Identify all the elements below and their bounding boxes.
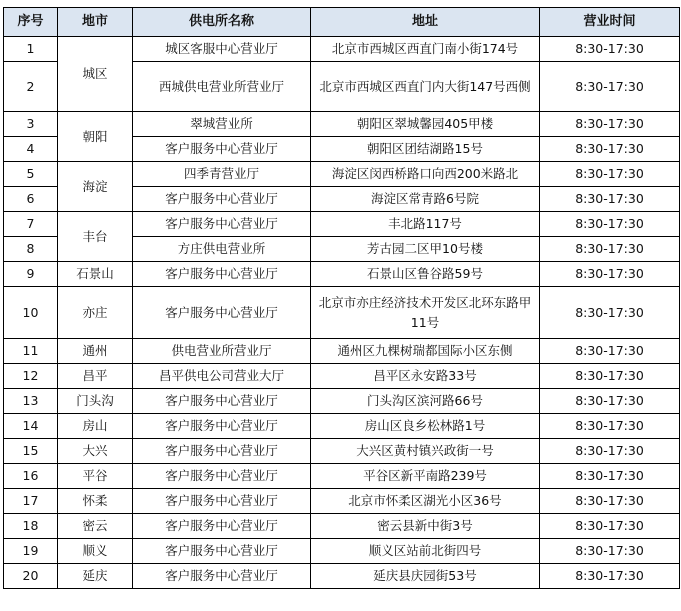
cell-hours: 8:30-17:30 <box>540 162 680 187</box>
table-row <box>4 464 680 489</box>
cell-office: 翠城营业所 <box>133 112 311 137</box>
table-row <box>4 489 680 514</box>
cell-city: 朝阳 <box>58 112 133 162</box>
cell-hours: 8:30-17:30 <box>540 62 680 112</box>
cell-hours: 8:30-17:30 <box>540 339 680 364</box>
cell-address: 顺义区站前北街四号 <box>311 539 540 564</box>
cell-office: 客户服务中心营业厅 <box>133 137 311 162</box>
table-row <box>4 262 680 287</box>
cell-city: 亦庄 <box>58 287 133 339</box>
cell-office: 客户服务中心营业厅 <box>133 439 311 464</box>
cell-address: 北京市怀柔区湖光小区36号 <box>311 489 540 514</box>
cell-office: 四季青营业厅 <box>133 162 311 187</box>
cell-hours: 8:30-17:30 <box>540 37 680 62</box>
cell-no: 5 <box>4 162 58 187</box>
table-row <box>4 539 680 564</box>
cell-address: 北京市西城区西直门南小街174号 <box>311 37 540 62</box>
cell-address: 大兴区黄村镇兴政街一号 <box>311 439 540 464</box>
cell-address: 朝阳区翠城馨园405甲楼 <box>311 112 540 137</box>
cell-city: 海淀 <box>58 162 133 212</box>
cell-address: 昌平区永安路33号 <box>311 364 540 389</box>
cell-office: 客户服务中心营业厅 <box>133 389 311 414</box>
cell-city: 通州 <box>58 339 133 364</box>
cell-hours: 8:30-17:30 <box>540 212 680 237</box>
cell-hours: 8:30-17:30 <box>540 564 680 589</box>
cell-office: 昌平供电公司营业大厅 <box>133 364 311 389</box>
cell-no: 17 <box>4 489 58 514</box>
cell-no: 9 <box>4 262 58 287</box>
cell-address: 平谷区新平南路239号 <box>311 464 540 489</box>
cell-address: 北京市亦庄经济技术开发区北环东路甲11号 <box>311 287 540 339</box>
cell-no: 6 <box>4 187 58 212</box>
cell-address: 延庆县庆园街53号 <box>311 564 540 589</box>
cell-no: 19 <box>4 539 58 564</box>
cell-hours: 8:30-17:30 <box>540 539 680 564</box>
cell-hours: 8:30-17:30 <box>540 137 680 162</box>
cell-office: 客户服务中心营业厅 <box>133 262 311 287</box>
cell-office: 客户服务中心营业厅 <box>133 414 311 439</box>
table-row <box>4 162 680 187</box>
table-row <box>4 287 680 339</box>
cell-address: 丰北路117号 <box>311 212 540 237</box>
cell-hours: 8:30-17:30 <box>540 187 680 212</box>
cell-office: 供电营业所营业厅 <box>133 339 311 364</box>
cell-hours: 8:30-17:30 <box>540 489 680 514</box>
cell-city: 延庆 <box>58 564 133 589</box>
table-row <box>4 339 680 364</box>
cell-hours: 8:30-17:30 <box>540 237 680 262</box>
cell-hours: 8:30-17:30 <box>540 514 680 539</box>
cell-no: 7 <box>4 212 58 237</box>
cell-address: 通州区九棵树瑞都国际小区东侧 <box>311 339 540 364</box>
cell-hours: 8:30-17:30 <box>540 112 680 137</box>
cell-city: 大兴 <box>58 439 133 464</box>
cell-city: 顺义 <box>58 539 133 564</box>
cell-address: 门头沟区滨河路66号 <box>311 389 540 414</box>
cell-no: 4 <box>4 137 58 162</box>
cell-no: 18 <box>4 514 58 539</box>
table-row <box>4 37 680 62</box>
table-row <box>4 514 680 539</box>
cell-hours: 8:30-17:30 <box>540 364 680 389</box>
cell-city: 平谷 <box>58 464 133 489</box>
header-city: 地市 <box>58 8 133 37</box>
cell-city: 丰台 <box>58 212 133 262</box>
cell-city: 昌平 <box>58 364 133 389</box>
cell-office: 客户服务中心营业厅 <box>133 539 311 564</box>
cell-no: 14 <box>4 414 58 439</box>
cell-address: 芳古园二区甲10号楼 <box>311 237 540 262</box>
header-hours: 营业时间 <box>540 8 680 37</box>
table-row <box>4 112 680 137</box>
cell-city: 房山 <box>58 414 133 439</box>
cell-address: 密云县新中街3号 <box>311 514 540 539</box>
header-address: 地址 <box>311 8 540 37</box>
cell-office: 方庄供电营业所 <box>133 237 311 262</box>
cell-office: 客户服务中心营业厅 <box>133 564 311 589</box>
table-row <box>4 364 680 389</box>
table-row <box>4 439 680 464</box>
cell-city: 石景山 <box>58 262 133 287</box>
cell-no: 15 <box>4 439 58 464</box>
cell-office: 客户服务中心营业厅 <box>133 514 311 539</box>
cell-city: 城区 <box>58 37 133 112</box>
cell-no: 2 <box>4 62 58 112</box>
cell-no: 16 <box>4 464 58 489</box>
header-office: 供电所名称 <box>133 8 311 37</box>
cell-office: 客户服务中心营业厅 <box>133 212 311 237</box>
cell-address: 朝阳区团结湖路15号 <box>311 137 540 162</box>
cell-hours: 8:30-17:30 <box>540 389 680 414</box>
cell-no: 10 <box>4 287 58 339</box>
cell-hours: 8:30-17:30 <box>540 262 680 287</box>
cell-hours: 8:30-17:30 <box>540 287 680 339</box>
cell-office: 客户服务中心营业厅 <box>133 287 311 339</box>
table-row <box>4 389 680 414</box>
cell-no: 12 <box>4 364 58 389</box>
cell-city: 密云 <box>58 514 133 539</box>
cell-office: 西城供电营业所营业厅 <box>133 62 311 112</box>
cell-office: 城区客服中心营业厅 <box>133 37 311 62</box>
table-row <box>4 414 680 439</box>
cell-no: 3 <box>4 112 58 137</box>
cell-office: 客户服务中心营业厅 <box>133 187 311 212</box>
service-office-table <box>3 7 680 589</box>
cell-address: 石景山区鲁谷路59号 <box>311 262 540 287</box>
cell-no: 13 <box>4 389 58 414</box>
cell-office: 客户服务中心营业厅 <box>133 489 311 514</box>
cell-address: 北京市西城区西直门内大街147号西侧 <box>311 62 540 112</box>
cell-no: 20 <box>4 564 58 589</box>
cell-city: 门头沟 <box>58 389 133 414</box>
header-row <box>4 8 680 37</box>
cell-no: 11 <box>4 339 58 364</box>
header-no: 序号 <box>4 8 58 37</box>
cell-hours: 8:30-17:30 <box>540 414 680 439</box>
table-row <box>4 212 680 237</box>
cell-hours: 8:30-17:30 <box>540 464 680 489</box>
cell-city: 怀柔 <box>58 489 133 514</box>
cell-no: 8 <box>4 237 58 262</box>
cell-no: 1 <box>4 37 58 62</box>
cell-address: 海淀区常青路6号院 <box>311 187 540 212</box>
cell-address: 海淀区闵西桥路口向西200米路北 <box>311 162 540 187</box>
table-row <box>4 564 680 589</box>
cell-office: 客户服务中心营业厅 <box>133 464 311 489</box>
cell-address: 房山区良乡松林路1号 <box>311 414 540 439</box>
cell-hours: 8:30-17:30 <box>540 439 680 464</box>
